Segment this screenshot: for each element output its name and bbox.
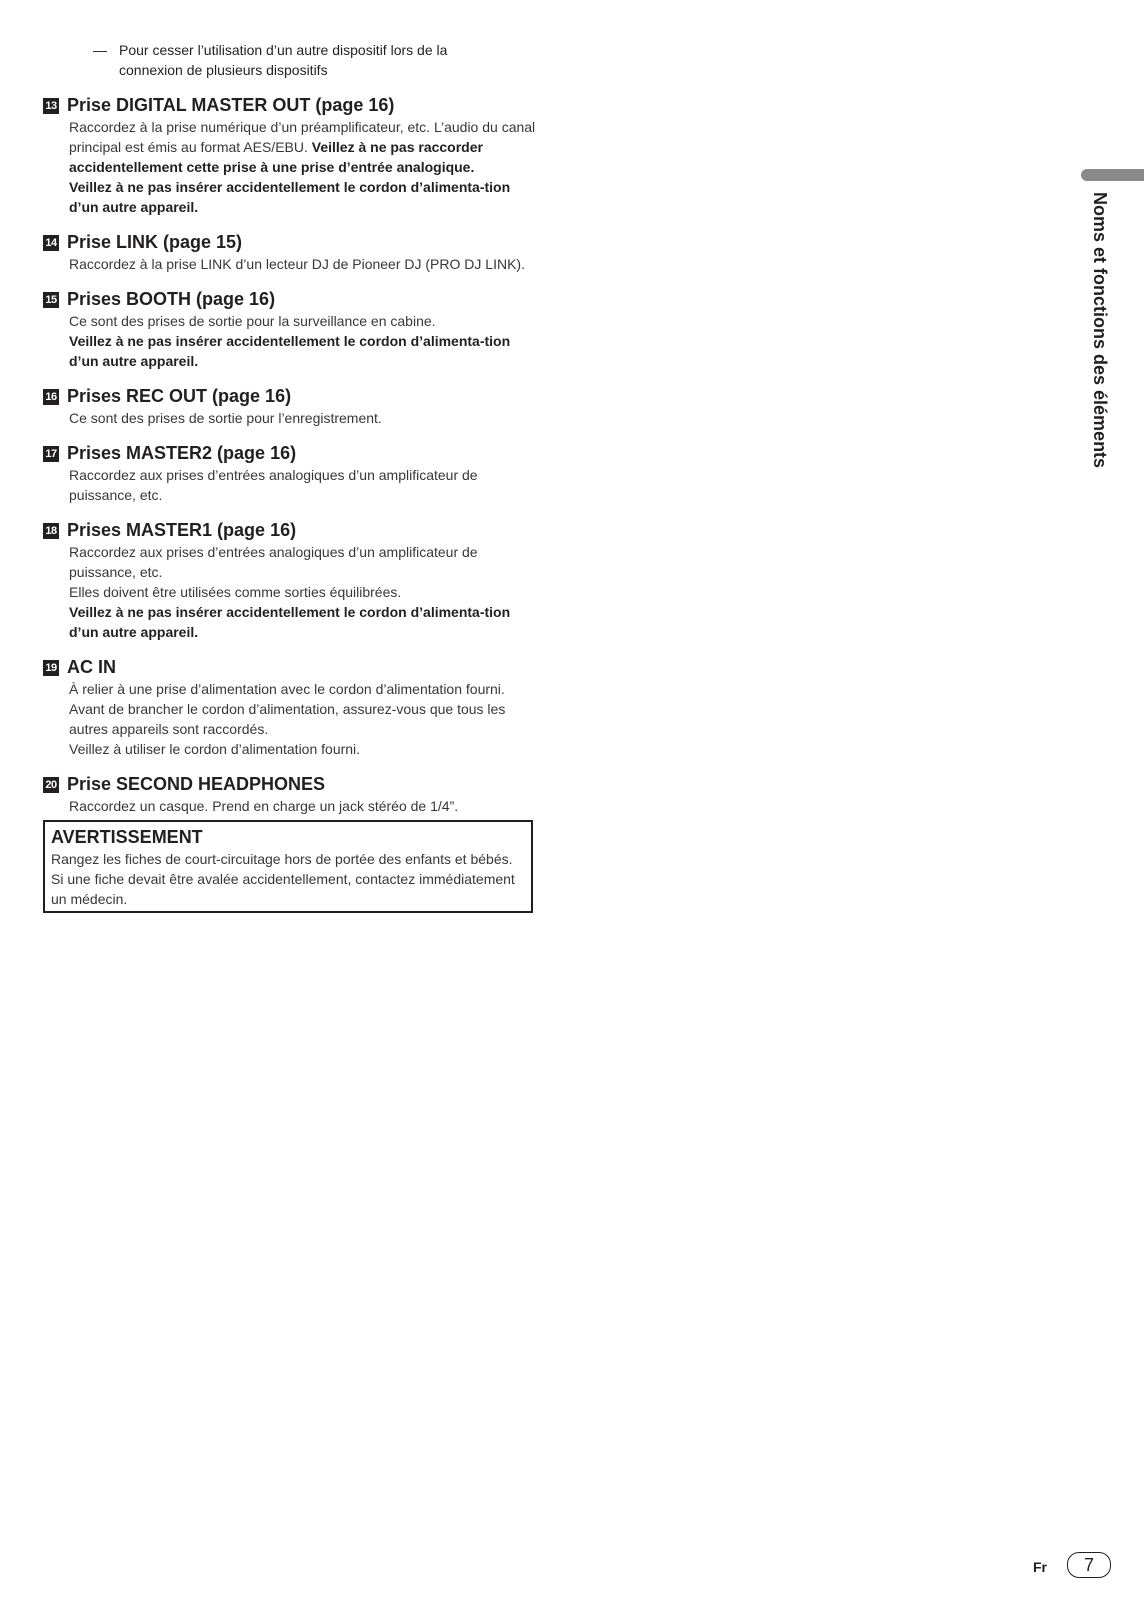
item-body [43, 465, 543, 505]
item-caution: Veillez à ne pas raccorder accidentellement cette prise à une prise d’entrée analogique. [69, 139, 483, 175]
item-title: Prises MASTER1 (page 16) [67, 520, 297, 540]
item-18 [43, 519, 543, 642]
item-title: AC IN [67, 657, 116, 677]
item-title: Prises MASTER2 (page 16) [67, 443, 297, 463]
item-number-badge: 13 [43, 98, 59, 114]
item-description: Raccordez à la prise LINK d’un lecteur DJ de Pioneer DJ (PRO DJ LINK). [69, 256, 525, 272]
item-body [43, 117, 543, 217]
item-number-badge: 19 [43, 660, 59, 676]
item-heading [43, 288, 543, 311]
item-body [43, 254, 543, 274]
item-description: Raccordez à la prise numérique d’un préamplificateur, etc. L’audio du canal principal est émis au format AES/EBU. [69, 119, 536, 155]
dash-bullet: — [93, 42, 107, 58]
item-title: Prises REC OUT (page 16) [67, 386, 292, 406]
item-title: Prise SECOND HEADPHONES [67, 774, 326, 794]
item-heading [43, 519, 543, 542]
item-caution: Veillez à ne pas insérer accidentellement le cordon d’alimenta-tion d’un autre appareil. [69, 333, 511, 369]
intro-text-line1: Pour cesser l’utilisation d’un autre dispositif lors de la [119, 42, 448, 58]
intro-text-line2: connexion de plusieurs dispositifs [119, 62, 328, 78]
item-13 [43, 94, 543, 217]
warning-title: AVERTISSEMENT [51, 827, 203, 847]
content-column [43, 40, 543, 913]
item-description: Elles doivent être utilisées comme sorties équilibrées. [69, 584, 402, 600]
item-title: Prise LINK (page 15) [67, 232, 243, 252]
footer-language: Fr [1033, 1559, 1047, 1575]
intro-bullet [43, 40, 543, 80]
item-body [43, 679, 543, 759]
item-heading [43, 231, 543, 254]
item-15 [43, 288, 543, 371]
item-body [43, 796, 543, 816]
item-description: À relier à une prise d’alimentation avec le cordon d’alimentation fourni. Avant de brancher le cordon d’alimentation, assurez-vous que tous les autres appareils sont raccordés. [69, 681, 506, 737]
item-body [43, 542, 543, 642]
item-title: Prise DIGITAL MASTER OUT (page 16) [67, 95, 395, 115]
item-number-badge: 14 [43, 235, 59, 251]
item-heading [43, 385, 543, 408]
item-body [43, 311, 543, 371]
item-number-badge: 16 [43, 389, 59, 405]
item-number-badge: 20 [43, 777, 59, 793]
item-description: Veillez à utiliser le cordon d’alimentation fourni. [69, 741, 361, 757]
item-caution: Veillez à ne pas insérer accidentellement le cordon d’alimenta-tion d’un autre appareil. [69, 179, 511, 215]
item-title: Prises BOOTH (page 16) [67, 289, 276, 309]
section-side-label: Noms et fonctions des éléments [1090, 192, 1110, 469]
item-heading [43, 442, 543, 465]
item-14 [43, 231, 543, 274]
item-number-badge: 17 [43, 446, 59, 462]
item-heading [43, 656, 543, 679]
item-heading [43, 773, 543, 796]
item-number-badge: 15 [43, 292, 59, 308]
item-description: Raccordez aux prises d’entrées analogiques d’un amplificateur de puissance, etc. [69, 544, 478, 580]
item-20 [43, 773, 543, 816]
item-description: Raccordez aux prises d’entrées analogiques d’un amplificateur de puissance, etc. [69, 467, 478, 503]
item-description: Ce sont des prises de sortie pour l’enregistrement. [69, 410, 382, 426]
item-caution: Veillez à ne pas insérer accidentellement le cordon d’alimenta-tion d’un autre appareil. [69, 604, 511, 640]
item-16 [43, 385, 543, 428]
item-17 [43, 442, 543, 505]
item-description: Raccordez un casque. Prend en charge un jack stéréo de 1/4”. [69, 798, 459, 814]
item-description: Ce sont des prises de sortie pour la surveillance en cabine. [69, 313, 436, 329]
item-body [43, 408, 543, 428]
warning-box [43, 820, 533, 913]
item-number-badge: 18 [43, 523, 59, 539]
section-tab-marker [1081, 169, 1144, 181]
item-19 [43, 656, 543, 759]
warning-text: Rangez les fiches de court-circuitage hors de portée des enfants et bébés. Si une fiche devait être avalée accidentellement, contactez immédiatement un médecin. [51, 851, 515, 907]
item-heading [43, 94, 543, 117]
footer-page-number: 7 [1067, 1552, 1111, 1578]
